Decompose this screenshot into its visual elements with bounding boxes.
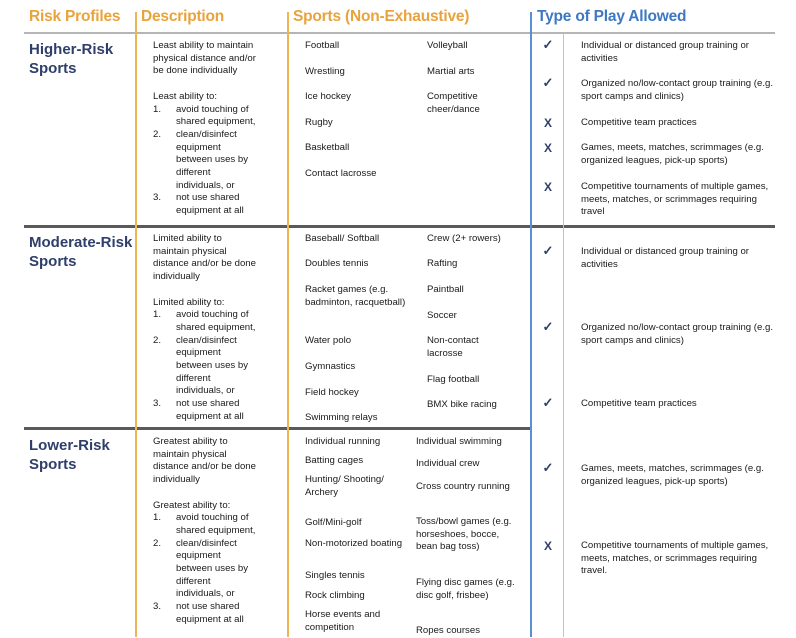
list-number: 1.: [153, 309, 162, 321]
description-summary-line: physical distance and/or: [153, 52, 256, 64]
risk-label-line: Lower-Risk: [29, 437, 110, 454]
list-item-line: clean/disinfect: [176, 537, 237, 549]
checkmark-icon: ✓: [542, 243, 554, 258]
description-list-item: [153, 104, 283, 129]
list-item-line: not use shared: [176, 398, 240, 410]
x-mark-icon: X: [543, 141, 552, 155]
sport-item: Ropes courses: [416, 625, 480, 636]
list-item-line: shared equipment,: [176, 524, 256, 536]
description-list-item: [153, 335, 283, 399]
column-divider-sports: [287, 12, 289, 637]
description-list: [153, 512, 283, 626]
play-type-item: Games, meets, matches, scrimmages (e.g. organized leagues, pick-up sports): [581, 142, 764, 166]
column-divider-marks: [563, 33, 564, 637]
x-mark-icon: X: [543, 116, 552, 130]
description-intro: Greatest ability to:: [153, 499, 231, 511]
sport-item: Soccer: [427, 310, 457, 321]
sport-item: Doubles tennis: [305, 258, 369, 269]
list-item-line: between uses by: [176, 154, 248, 166]
sport-item: Individual swimming: [416, 436, 502, 447]
list-item-line: equipment at all: [176, 613, 244, 625]
description-spacer: [153, 284, 283, 297]
play-type-item: Organized no/low-contact group training (e.g. sport camps and clinics): [581, 78, 773, 102]
play-type-item: Individual or distanced group training or activities: [581, 40, 749, 64]
risk-label-line: Sports: [29, 60, 77, 77]
sport-item: Volleyball: [427, 40, 468, 51]
description-list-item: [153, 192, 283, 217]
description-summary-line: be done individually: [153, 65, 238, 77]
sport-item: Basketball: [305, 142, 350, 153]
checkmark-icon: ✓: [542, 75, 554, 90]
description-summary-line: maintain physical: [153, 448, 227, 460]
play-type-item: Individual or distanced group training or activities: [581, 246, 749, 270]
description-cell: [153, 436, 283, 627]
header-type-of-play: Type of Play Allowed: [537, 8, 687, 25]
list-item-line: clean/disinfect: [176, 334, 237, 346]
description-intro: Least ability to:: [153, 90, 217, 102]
list-item-line: between uses by: [176, 360, 248, 372]
column-divider-description: [135, 12, 137, 637]
x-mark-icon: X: [543, 180, 552, 194]
sport-item: Martial arts: [427, 66, 475, 77]
description-summary-line: maintain physical: [153, 245, 227, 257]
checkmark-icon: ✓: [542, 460, 554, 475]
list-number: 1.: [153, 512, 162, 524]
list-item-line: individuals, or: [176, 385, 235, 397]
play-type-item: Organized no/low-contact group training (e.g. sport camps and clinics): [581, 322, 773, 346]
sport-item: Swimming relays: [305, 412, 378, 423]
list-number: 2.: [153, 128, 162, 140]
sport-item: Rock climbing: [305, 590, 365, 601]
list-item-line: between uses by: [176, 563, 248, 575]
sport-item: Rafting: [427, 258, 458, 269]
x-mark-icon: X: [543, 539, 552, 553]
sport-item: Flying disc games (e.g. disc golf, frisbee): [416, 577, 515, 601]
risk-label-line: Higher-Risk: [29, 41, 114, 58]
sport-item: Cross country running: [416, 481, 510, 492]
list-item-line: individuals, or: [176, 588, 235, 600]
play-type-item: Competitive team practices: [581, 117, 697, 128]
description-summary-line: Least ability to maintain: [153, 40, 254, 51]
play-type-item: Competitive team practices: [581, 398, 697, 409]
list-item-line: avoid touching of: [176, 309, 249, 321]
description-summary-line: distance and/or be done: [153, 258, 256, 270]
list-item-line: individuals, or: [176, 179, 235, 191]
description-list: [153, 309, 283, 423]
risk-label: [29, 233, 134, 271]
description-list: [153, 104, 283, 218]
description-list-item: [153, 129, 283, 193]
sport-item: Ice hockey: [305, 91, 351, 102]
header-risk-profiles: Risk Profiles: [29, 8, 121, 25]
sport-item: Wrestling: [305, 66, 345, 77]
sport-item: Football: [305, 40, 340, 51]
list-item-line: equipment at all: [176, 205, 244, 217]
play-type-item: Competitive tournaments of multiple games, meets, matches, or scrimmages requiring travel: [581, 181, 769, 218]
list-item-line: avoid touching of: [176, 512, 249, 524]
sport-item: Field hockey: [305, 387, 359, 398]
sport-item: Rugby: [305, 117, 333, 128]
sport-item: Non-contact lacrosse: [427, 335, 479, 359]
risk-label-line: Sports: [29, 456, 77, 473]
list-number: 3.: [153, 601, 162, 613]
checkmark-icon: ✓: [542, 395, 554, 410]
description-list-item: [153, 538, 283, 602]
description-cell: [153, 40, 283, 218]
list-item-line: equipment at all: [176, 410, 244, 422]
sport-item: Paintball: [427, 284, 464, 295]
row-divider-2: [24, 427, 531, 430]
list-number: 2.: [153, 537, 162, 549]
play-type-item: Games, meets, matches, scrimmages (e.g. organized leagues, pick-up sports): [581, 463, 764, 487]
sport-item: Crew (2+ rowers): [427, 233, 501, 244]
list-item-line: avoid touching of: [176, 103, 249, 115]
checkmark-icon: ✓: [542, 37, 554, 52]
description-list-item: [153, 398, 283, 423]
risk-label: [29, 40, 134, 78]
list-item-line: not use shared: [176, 192, 240, 204]
description-list-item: [153, 512, 283, 537]
sport-item: Horse events and competition: [305, 609, 381, 633]
sport-item: Contact lacrosse: [305, 168, 377, 179]
list-item-line: equipment: [176, 347, 221, 359]
description-spacer: [153, 78, 283, 91]
sport-item: Individual crew: [416, 458, 480, 469]
description-list-item: [153, 309, 283, 334]
list-item-line: not use shared: [176, 601, 240, 613]
description-summary-line: Greatest ability to: [153, 436, 228, 447]
list-item-line: equipment: [176, 550, 221, 562]
description-summary-line: Limited ability to: [153, 233, 222, 244]
risk-label-line: Moderate-Risk: [29, 234, 133, 251]
description-cell: [153, 233, 283, 424]
sport-item: Golf/Mini-golf: [305, 517, 362, 528]
checkmark-icon: ✓: [542, 319, 554, 334]
sport-item: Flag football: [427, 374, 480, 385]
header-sports: Sports (Non-Exhaustive): [293, 8, 470, 25]
sport-item: BMX bike racing: [427, 399, 497, 410]
risk-label: [29, 436, 134, 474]
sport-item: Non-motorized boating: [305, 538, 403, 549]
description-intro: Limited ability to:: [153, 296, 225, 308]
sport-item: Water polo: [305, 335, 352, 346]
description-summary-line: individually: [153, 271, 200, 283]
list-item-line: different: [176, 372, 211, 384]
list-number: 2.: [153, 334, 162, 346]
sport-item: Gymnastics: [305, 361, 356, 372]
sport-item: Batting cages: [305, 455, 364, 466]
list-number: 1.: [153, 103, 162, 115]
list-number: 3.: [153, 398, 162, 410]
list-item-line: different: [176, 167, 211, 179]
description-spacer: [153, 487, 283, 500]
column-divider-play: [530, 12, 532, 637]
description-summary-line: distance and/or be done: [153, 461, 256, 473]
sport-item: Individual running: [305, 436, 381, 447]
list-item-line: equipment: [176, 141, 221, 153]
list-number: 3.: [153, 192, 162, 204]
sport-item: Racket games (e.g. badminton, racquetball): [305, 284, 406, 308]
header-description: Description: [141, 8, 225, 25]
play-type-item: Competitive tournaments of multiple games, meets, matches, or scrimmages requiring travel.: [581, 540, 769, 577]
list-item-line: different: [176, 575, 211, 587]
description-summary-line: individually: [153, 474, 200, 486]
risk-label-line: Sports: [29, 253, 77, 270]
sport-item: Baseball/ Softball: [305, 233, 380, 244]
description-list-item: [153, 601, 283, 626]
list-item-line: shared equipment,: [176, 116, 256, 128]
sport-item: Hunting/ Shooting/ Archery: [305, 474, 384, 498]
sport-item: Competitive cheer/dance: [427, 91, 480, 115]
list-item-line: clean/disinfect: [176, 128, 237, 140]
sport-item: Singles tennis: [305, 570, 365, 581]
sport-item: Toss/bowl games (e.g. horseshoes, bocce, bean bag toss): [416, 516, 512, 553]
list-item-line: shared equipment,: [176, 321, 256, 333]
